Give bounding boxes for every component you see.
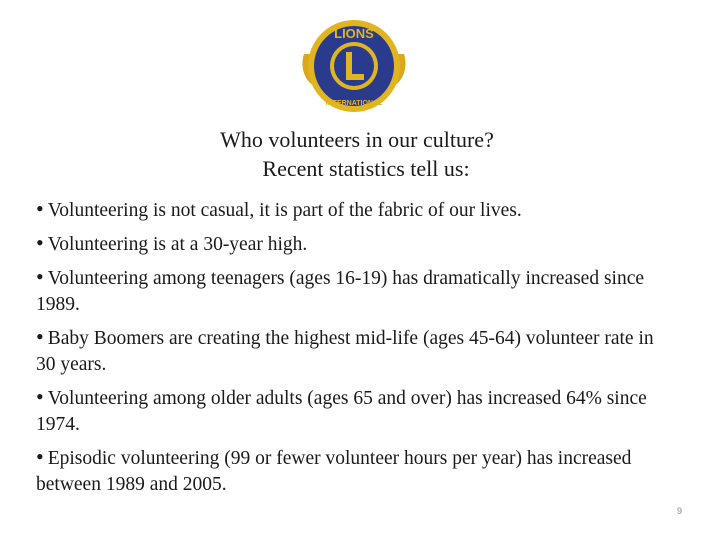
bullet-dot: • — [36, 230, 44, 255]
bullet-dot: • — [36, 196, 44, 221]
title-line-1: Who volunteers in our culture? — [220, 127, 494, 152]
bullet-text: Volunteering among older adults (ages 65 and over) has increased 64% since 1974. — [36, 388, 647, 435]
title-line-2: Recent statistics tell us: — [262, 156, 470, 181]
lions-international-logo — [298, 10, 410, 122]
slide-number: 9 — [676, 506, 682, 516]
bullet-dot: • — [36, 324, 44, 349]
bullet-dot: • — [36, 264, 44, 289]
bullet-item — [36, 264, 676, 318]
bullet-text: Volunteering is at a 30-year high. — [47, 234, 308, 255]
bullet-item — [36, 444, 676, 498]
bullet-dot: • — [36, 444, 44, 469]
bullet-text: Volunteering among teenagers (ages 16-19) has dramatically increased since 1989. — [36, 268, 645, 315]
bullet-item — [36, 384, 676, 438]
logo-bottom-text: INTERNATIONAL — [325, 100, 383, 107]
logo-top-text: LIONS — [334, 26, 374, 41]
bullet-item — [36, 324, 676, 378]
bullet-text: Episodic volunteering (99 or fewer volunteer hours per year) has increased between 1989 and 2005. — [36, 448, 632, 495]
bullet-dot: • — [36, 384, 44, 409]
bullet-item — [36, 196, 676, 224]
bullet-item — [36, 230, 676, 258]
bullet-text: Volunteering is not casual, it is part of the fabric of our lives. — [47, 200, 522, 221]
bullet-text: Baby Boomers are creating the highest mid-life (ages 45-64) volunteer rate in 30 years. — [36, 328, 654, 375]
bullet-list — [36, 196, 676, 504]
